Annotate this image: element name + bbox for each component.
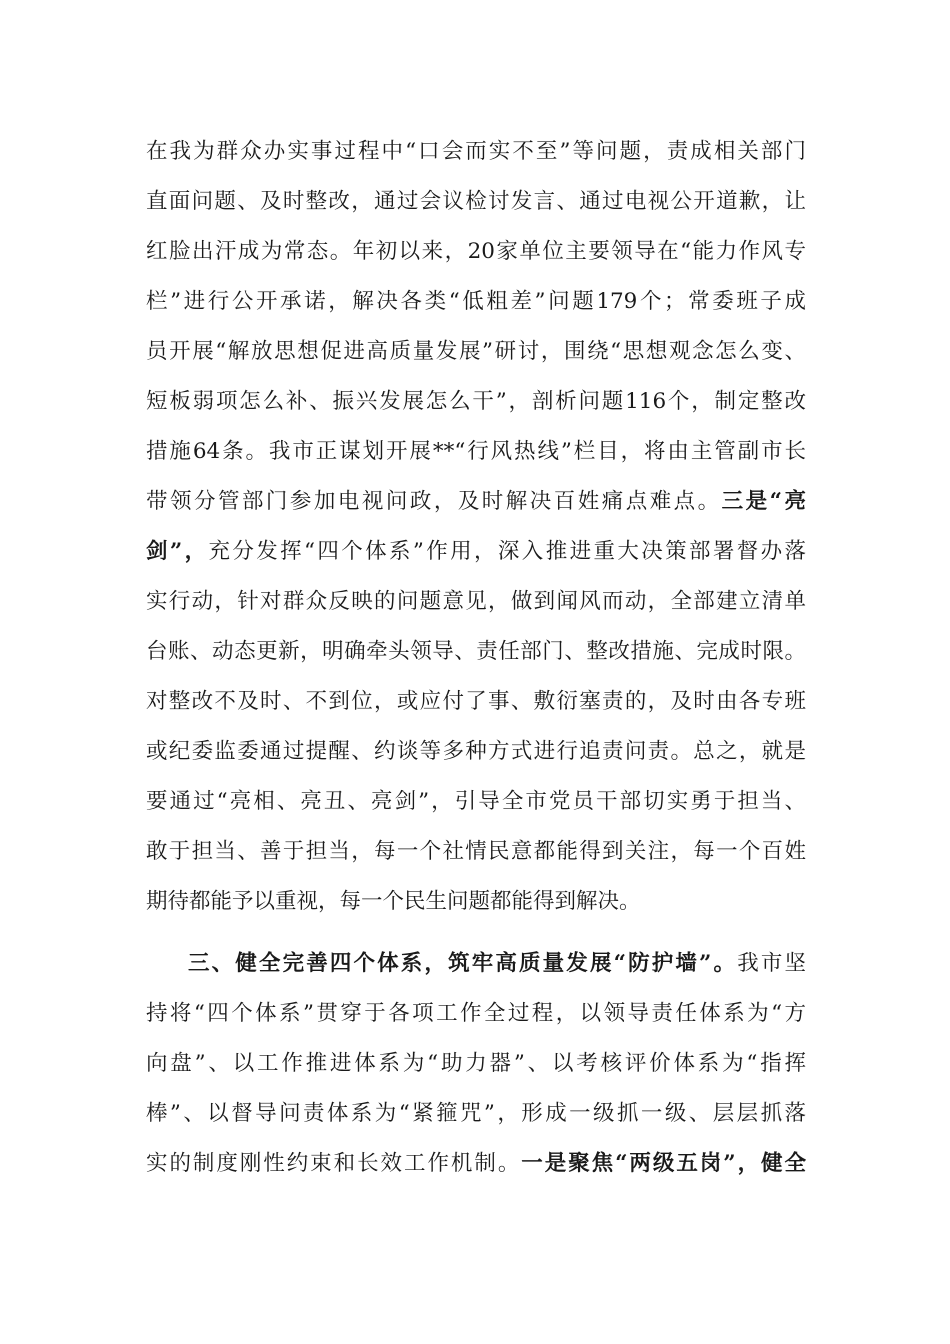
text-line xyxy=(146,784,806,820)
text-line xyxy=(146,996,806,1032)
text-line xyxy=(146,434,806,470)
text-line xyxy=(146,1096,806,1132)
text-span: 在我为群众办实事过程中“口会而实不至”等问题，责成相关部门 xyxy=(146,139,806,164)
text-line xyxy=(146,484,806,520)
text-line xyxy=(188,946,806,982)
text-line xyxy=(146,384,806,420)
text-span: 棒”、以督导问责体系为“紧箍咒”，形成一级抓一级、层层抓落 xyxy=(146,1101,806,1126)
text-span: 红脸出汗成为常态。年初以来，20家单位主要领导在“能力作风专 xyxy=(146,239,806,264)
text-line xyxy=(146,734,806,770)
text-span: 短板弱项怎么补、振兴发展怎么干”，剖析问题116个，制定整改 xyxy=(146,389,806,414)
bold-text-span: 一是聚焦“两级五岗”，健全 xyxy=(521,1151,806,1176)
text-span: 措施64条。我市正谋划开展**“行风热线”栏目，将由主管副市长 xyxy=(146,439,806,464)
text-span: 充分发挥“四个体系”作用，深入推进重大决策部署督办落 xyxy=(208,539,806,564)
text-span: 持将“四个体系”贯穿于各项工作全过程，以领导责任体系为“方 xyxy=(146,1001,806,1026)
bold-text-span: 剑”， xyxy=(146,539,209,564)
text-span: 栏”进行公开承诺，解决各类“低粗差”问题179个；常委班子成 xyxy=(146,289,806,314)
text-line xyxy=(146,884,806,920)
text-span: 带领分管部门参加电视问政，及时解决百姓痛点难点。 xyxy=(146,489,722,514)
text-line xyxy=(146,1046,806,1082)
bold-text-span: 三是“亮 xyxy=(721,489,806,514)
text-span: 我市坚 xyxy=(737,951,806,976)
text-span: 直面问题、及时整改，通过会议检讨发言、通过电视公开道歉，让 xyxy=(146,189,806,214)
text-span: 对整改不及时、不到位，或应付了事、敷衍塞责的，及时由各专班 xyxy=(146,689,806,714)
text-span: 敢于担当、善于担当，每一个社情民意都能得到关注，每一个百姓 xyxy=(146,839,806,864)
text-span: 实的制度刚性约束和长效工作机制。 xyxy=(146,1151,522,1176)
text-span: 实行动，针对群众反映的问题意见，做到闻风而动，全部建立清单 xyxy=(146,589,806,614)
section-heading: 三、健全完善四个体系，筑牢高质量发展“防护墙”。 xyxy=(188,951,738,976)
text-line xyxy=(146,584,806,620)
text-line xyxy=(146,684,806,720)
text-line xyxy=(146,184,806,220)
text-line xyxy=(146,334,806,370)
text-line xyxy=(146,634,806,670)
text-span: 员开展“解放思想促进高质量发展”研讨，围绕“思想观念怎么变、 xyxy=(146,339,806,364)
text-line xyxy=(146,1146,806,1182)
text-span: 向盘”、以工作推进体系为“助力器”、以考核评价体系为“指挥 xyxy=(146,1051,806,1076)
text-span: 或纪委监委通过提醒、约谈等多种方式进行追责问责。总之，就是 xyxy=(146,739,806,764)
text-line xyxy=(146,234,806,270)
text-span: 期待都能予以重视，每一个民生问题都能得到解决。 xyxy=(146,889,641,914)
text-span: 台账、动态更新，明确牵头领导、责任部门、整改措施、完成时限。 xyxy=(146,639,806,664)
text-line xyxy=(146,534,806,570)
text-line xyxy=(146,834,806,870)
text-span: 要通过“亮相、亮丑、亮剑”，引导全市党员干部切实勇于担当、 xyxy=(146,789,806,814)
text-line xyxy=(146,134,806,170)
text-line xyxy=(146,284,806,320)
